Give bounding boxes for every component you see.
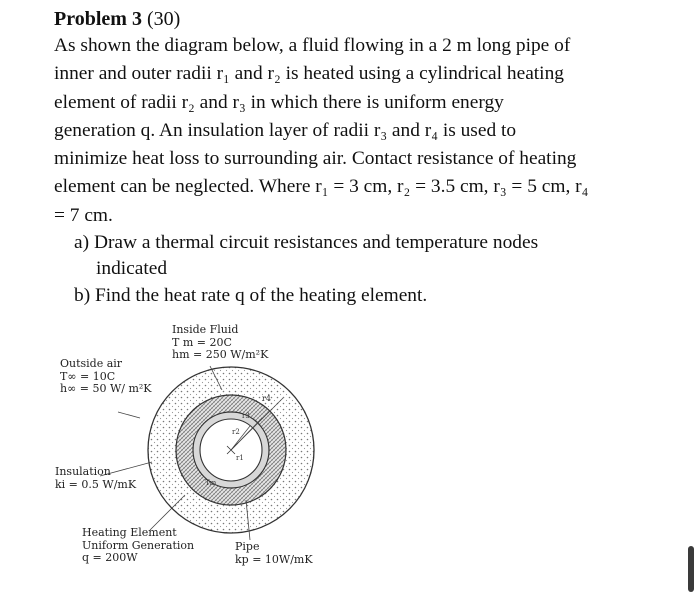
inside-fluid-temp: T m = 20C <box>172 335 232 349</box>
inside-fluid-label <box>172 324 268 362</box>
inside-fluid-title: Inside Fluid <box>172 323 239 336</box>
pipe-k: kp = 10W/mK <box>235 552 313 566</box>
heating-element-q: q = 200W <box>82 551 138 564</box>
outside-air-h: h∞ = 50 W/ m²K <box>60 382 152 395</box>
pipe-label <box>235 541 313 566</box>
radius-r2-label: r2 <box>232 428 240 436</box>
pipe-title: Pipe <box>235 540 260 553</box>
part-a-label: a) <box>74 232 90 254</box>
outside-air-title: Outside air <box>60 357 123 370</box>
problem-line-1: As shown the diagram below, a fluid flowing in a 2 m long pipe of <box>54 35 571 56</box>
insulation-k: ki = 0.5 W/mK <box>55 477 137 491</box>
heating-element-desc: Uniform Generation <box>82 538 195 552</box>
radius-r1-label: r1 <box>236 454 244 462</box>
radius-r3-label: r3 <box>242 412 250 420</box>
problem-line-2: inner and outer radii r₁ and r₂ is heated using a cylindrical heating <box>54 63 564 85</box>
problem-heading <box>54 6 654 32</box>
problem-line-7: = 7 cm. <box>54 204 113 226</box>
radius-r4-label: r4 <box>262 394 271 403</box>
insulation-title: Insulation <box>55 465 111 478</box>
problem-number: Problem 3 <box>54 8 142 30</box>
outside-air-label <box>60 358 152 396</box>
problem-line-6: element can be neglected. Where r₁ = 3 cm, r₂ = 3.5 cm, r₃ = 5 cm, r₄ <box>54 176 589 198</box>
insulation-label <box>55 466 136 491</box>
fluid-temp-label: Tm <box>205 479 217 487</box>
pipe-cross-section-figure <box>0 300 700 595</box>
part-b-label: b) <box>74 285 91 307</box>
heating-element-label <box>82 527 194 565</box>
outside-air-leader <box>118 412 140 418</box>
part-a-text: Draw a thermal circuit resistances and temperature nodes <box>93 232 539 254</box>
part-b-text: Find the heat rate q of the heating element. <box>95 285 428 307</box>
problem-points: (30) <box>146 8 181 30</box>
heating-element-title: Heating Element <box>82 526 177 539</box>
outside-air-temp: T∞ = 10C <box>60 369 116 383</box>
part-a <box>54 230 654 281</box>
inside-fluid-h: hm = 250 W/m²K <box>172 348 269 361</box>
scrollbar-thumb[interactable] <box>688 546 694 592</box>
part-a-continuation: indicated <box>96 257 168 279</box>
problem-line-3: element of radii r₂ and r₃ in which there is uniform energy <box>54 91 504 113</box>
problem-line-4: generation q. An insulation layer of radii r₃ and r₄ is used to <box>54 119 517 141</box>
problem-statement <box>54 6 654 309</box>
problem-line-5: minimize heat loss to surrounding air. Contact resistance of heating <box>54 148 577 170</box>
